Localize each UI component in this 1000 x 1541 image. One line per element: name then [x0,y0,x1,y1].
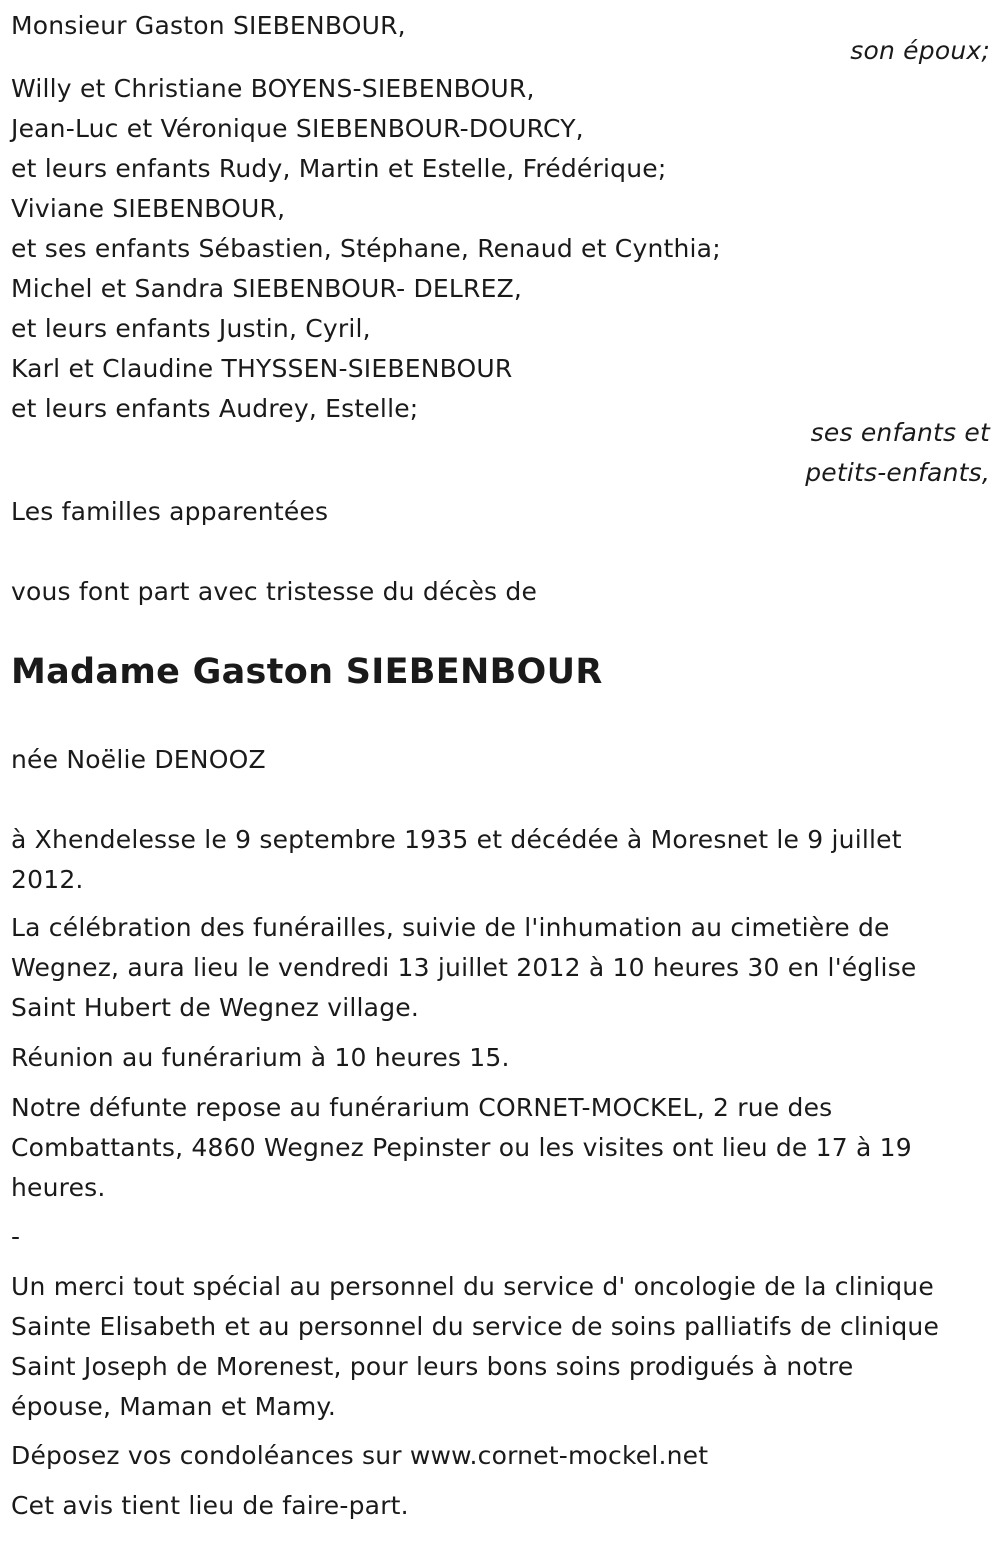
thanks-line2: Sainte Elisabeth et au personnel du service de soins palliatifs de clinique [11,1312,940,1341]
spouse-name: Monsieur Gaston SIEBENBOUR, [11,11,406,40]
children-role-line1: ses enfants et [810,418,990,447]
children-role-line2: petits-enfants, [805,458,990,487]
thanks-line4: épouse, Maman et Mamy. [11,1392,336,1421]
children-line: Willy et Christiane BOYENS-SIEBENBOUR, [11,74,535,103]
children-line: et leurs enfants Justin, Cyril, [11,314,371,343]
meeting-line: Réunion au funérarium à 10 heures 15. [11,1043,510,1072]
funeral-line1: La célébration des funérailles, suivie de l'inhumation au cimetière de [11,913,890,942]
children-line: et leurs enfants Audrey, Estelle; [11,394,419,423]
deceased-name: Madame Gaston SIEBENBOUR [11,652,603,692]
children-line: et ses enfants Sébastien, Stéphane, Renaud et Cynthia; [11,234,721,263]
thanks-line3: Saint Joseph de Morenest, pour leurs bons soins prodigués à notre [11,1352,854,1381]
condolences-line: Déposez vos condoléances sur www.cornet-mockel.net [11,1441,709,1470]
children-line: Viviane SIEBENBOUR, [11,194,286,223]
families-line: Les familles apparentées [11,497,329,526]
children-line: Michel et Sandra SIEBENBOUR- DELREZ, [11,274,523,303]
birth-death-line1: à Xhendelesse le 9 septembre 1935 et décédée à Moresnet le 9 juillet [11,825,902,854]
funeral-line3: Saint Hubert de Wegnez village. [11,993,419,1022]
notice-line: Cet avis tient lieu de faire-part. [11,1491,409,1520]
children-line: Jean-Luc et Véronique SIEBENBOUR-DOURCY, [11,114,584,143]
birth-name: née Noëlie DENOOZ [11,745,266,774]
birth-death-line2: 2012. [11,865,84,894]
children-line: et leurs enfants Rudy, Martin et Estelle, Frédérique; [11,154,667,183]
spouse-role: son époux; [850,36,990,65]
repose-line3: heures. [11,1173,106,1202]
funeral-line2: Wegnez, aura lieu le vendredi 13 juillet 2012 à 10 heures 30 en l'église [11,953,917,982]
intro-line: vous font part avec tristesse du décès de [11,577,538,606]
repose-line1: Notre défunte repose au funérarium CORNET-MOCKEL, 2 rue des [11,1093,833,1122]
repose-line2: Combattants, 4860 Wegnez Pepinster ou les visites ont lieu de 17 à 19 [11,1133,912,1162]
separator: - [11,1222,21,1251]
children-line: Karl et Claudine THYSSEN-SIEBENBOUR [11,354,513,383]
thanks-line1: Un merci tout spécial au personnel du service d' oncologie de la clinique [11,1272,934,1301]
